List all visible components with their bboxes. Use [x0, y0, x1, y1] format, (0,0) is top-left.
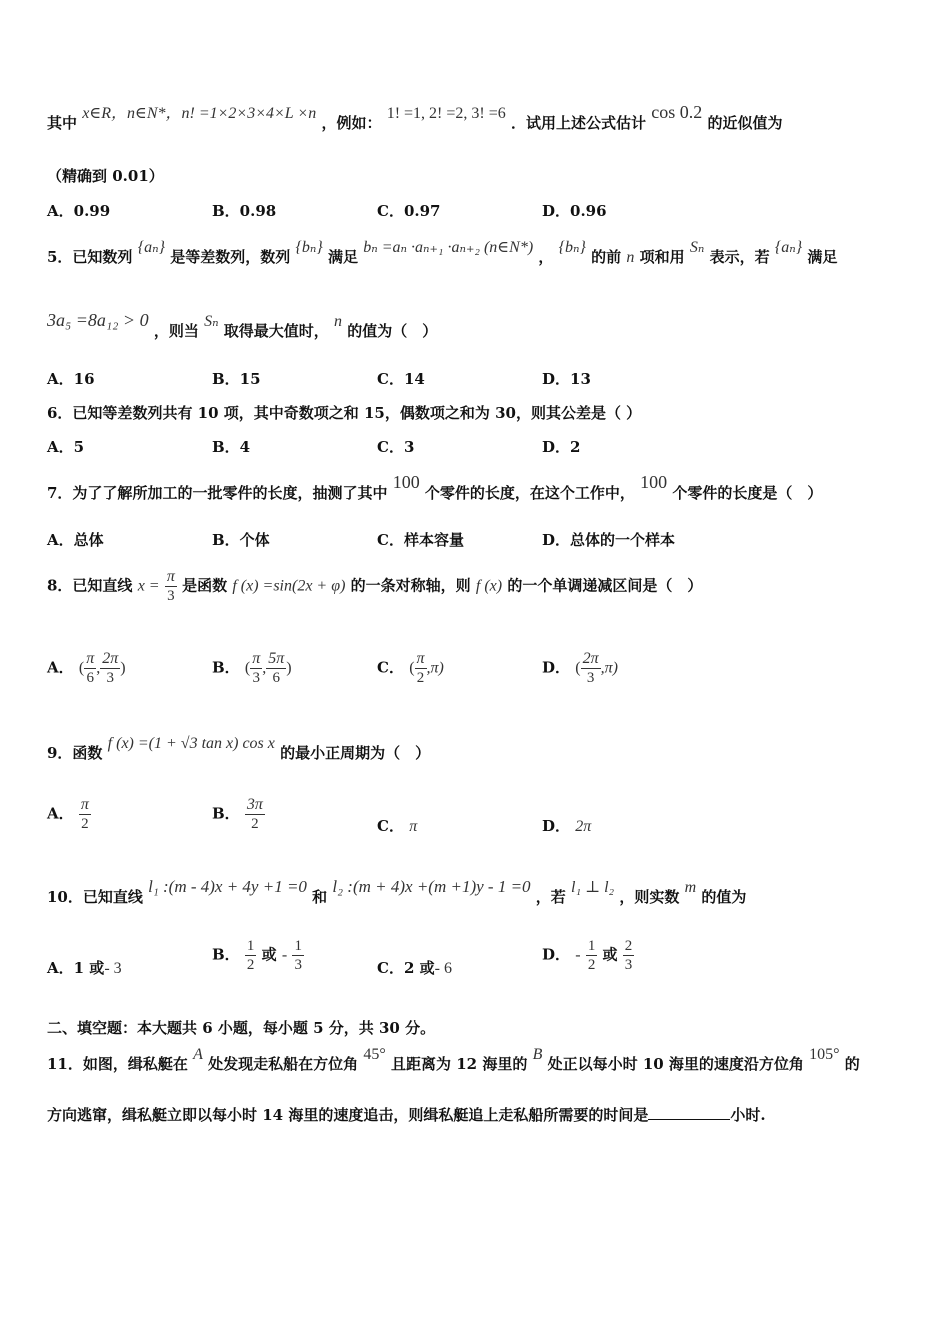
- q6-text: 6．已知等差数列共有 10 项，其中奇数项之和 15，偶数项之和为 30，则其公差是（ ）: [47, 404, 642, 422]
- q8-frac: [84, 650, 96, 687]
- q8-math: f (x): [475, 577, 503, 595]
- q8-frac: [266, 650, 286, 687]
- q5-math: bₙ =aₙ ·aₙ₊₁ ·aₙ₊₂ (n∈N*): [363, 239, 534, 256]
- frac-den: 3: [106, 670, 114, 686]
- q5-math: {bₙ}: [295, 239, 323, 256]
- q4-option-c: C．0.97: [377, 202, 441, 220]
- q5-text: ，: [538, 248, 554, 266]
- frac-num: 2π: [582, 650, 599, 667]
- q11-text: 且距离为 12 海里的: [391, 1055, 528, 1073]
- frac-den: 6: [86, 670, 94, 686]
- q5-line-1: [47, 239, 838, 267]
- q4-math: cos 0.2: [651, 102, 703, 122]
- q11-math: B: [532, 1046, 543, 1063]
- q10-math: m: [684, 879, 697, 896]
- q8-frac: [100, 650, 120, 687]
- q10-option-a: [47, 957, 122, 978]
- q7-text: 7．为了了解所加工的一批零件的长度，抽测了其中: [47, 484, 388, 502]
- q10-option-b: [212, 937, 304, 974]
- q8-text: 是函数: [182, 576, 228, 595]
- q5-option-b: B．15: [212, 370, 261, 388]
- q5-text: 5．已知数列: [47, 248, 133, 266]
- q8-paren: (: [244, 659, 251, 677]
- q8-paren: ): [286, 659, 292, 677]
- q7-option-a: A．总体: [47, 531, 104, 549]
- q11-text: 方向逃窜，缉私艇立即以每小时 14 海里的速度追击，则缉私艇追上走私船所需要的时间是: [47, 1106, 649, 1124]
- q9-option-d: [542, 815, 591, 836]
- q9-label-c: C．: [377, 817, 404, 835]
- q5-text: 是等差数列，数列: [170, 248, 291, 266]
- q4-line-1: [47, 102, 783, 133]
- q8-tail: ,π): [600, 659, 618, 677]
- frac-num: 1: [246, 938, 255, 954]
- q11-math: 105°: [809, 1046, 840, 1063]
- frac-num: π: [252, 650, 261, 667]
- q5-text: 取得最大值时，: [223, 322, 329, 340]
- q9-option-a: [47, 796, 91, 833]
- frac-den: 3: [624, 957, 633, 973]
- q4-math: 1! =1, 2! =2, 3! =6: [386, 105, 506, 122]
- q5-text: 的前: [591, 248, 622, 266]
- frac-den: 6: [272, 670, 281, 686]
- q8-option-d: [542, 650, 618, 687]
- q10-option-d: [542, 937, 634, 974]
- q9-label-b: B．: [212, 804, 240, 823]
- q5-option-a: A．16: [47, 370, 95, 388]
- q10-label-b: B．: [212, 945, 240, 964]
- q10-math: - 3: [104, 960, 122, 977]
- q5-math: n: [626, 249, 635, 266]
- q8-math: x =: [137, 577, 160, 595]
- q11-math: 45°: [363, 1046, 386, 1063]
- q11-text: 处正以每小时 10 海里的速度沿方位角: [547, 1055, 804, 1073]
- q5-option-c: C．14: [377, 370, 425, 388]
- q8-text: 的一个单调递减区间是（ ）: [507, 576, 703, 595]
- q9-option-b: [212, 796, 265, 833]
- q8-label-d: D．: [542, 658, 571, 677]
- q8-line-1: [47, 568, 702, 605]
- q11-text: 小时.: [730, 1106, 766, 1124]
- q8-comma: ,: [262, 659, 267, 677]
- q8-text: 8．已知直线: [47, 576, 133, 595]
- frac-num: π: [80, 796, 89, 813]
- frac-num: 1: [294, 938, 302, 954]
- q10-math: l₁ ⊥ l₂: [571, 879, 615, 896]
- q5-math: {aₙ}: [774, 239, 803, 256]
- q5-math: {aₙ}: [137, 239, 165, 256]
- q4-text: 其中: [47, 114, 78, 132]
- q10-text: 1 或: [73, 959, 105, 977]
- frac-num: 5π: [268, 650, 285, 667]
- q11-line-1: [47, 1046, 860, 1074]
- q5-math: n: [334, 313, 343, 330]
- q4-line-2: [47, 165, 164, 186]
- frac-num: π: [86, 650, 95, 667]
- q7-line-1: [47, 472, 823, 503]
- frac-den: 2: [416, 670, 425, 686]
- q8-label-a: A．: [47, 658, 74, 677]
- q5-math: Sₙ: [204, 313, 219, 330]
- q9-math: π: [409, 818, 418, 835]
- q6-option-b: B．4: [212, 438, 251, 456]
- q9-option-c: [377, 815, 417, 836]
- q7-text: 个零件的长度是（ ）: [672, 484, 823, 502]
- q8-frac: [250, 650, 262, 687]
- q10-text: 或: [261, 945, 277, 964]
- q8-tail: ,π): [426, 659, 444, 677]
- frac-den: 3: [586, 670, 595, 686]
- q8-comma: ,: [96, 659, 101, 677]
- q4-option-d: D．0.96: [542, 202, 607, 220]
- q7-option-c: C．样本容量: [377, 531, 464, 549]
- q4-text: ，例如：: [321, 114, 382, 132]
- q10-text: 2 或: [403, 959, 435, 977]
- q10-label-d: D．: [542, 945, 571, 964]
- q10-option-c: [377, 957, 452, 978]
- q11-text: 的: [844, 1055, 860, 1073]
- frac-den: 3: [294, 957, 302, 973]
- frac-den: 2: [246, 957, 255, 973]
- q10-sign: -: [281, 946, 288, 964]
- q8-paren: ): [120, 659, 126, 677]
- q10-frac: [623, 937, 635, 974]
- q10-text: 10．已知直线: [47, 888, 143, 906]
- q4-math: x∈R，n∈N*，n! =1×2×3×4×L ×n: [82, 105, 317, 122]
- q8-frac: [415, 650, 427, 687]
- q5-math: 3a₅ =8a₁₂ > 0: [47, 310, 149, 330]
- q10-text: 或: [602, 945, 618, 964]
- q10-text: ，则实数: [619, 888, 680, 906]
- q10-frac: [245, 937, 257, 974]
- q4-text: 的近似值为: [707, 114, 783, 132]
- frac-den: 2: [587, 957, 596, 973]
- q11-line-2: [47, 1104, 766, 1125]
- frac-den: 2: [81, 816, 89, 832]
- frac-num: 3π: [246, 796, 263, 813]
- q5-math: {bₙ}: [558, 239, 586, 256]
- q10-label-a: A．: [47, 959, 74, 977]
- q9-text: 的最小正周期为（ ）: [280, 744, 431, 762]
- q8-text: 的一条对称轴，则: [350, 576, 471, 595]
- q5-text: ，则当: [153, 322, 199, 340]
- frac-num: 2: [624, 938, 633, 954]
- q10-math: - 6: [434, 960, 452, 977]
- q10-text: 和: [312, 888, 328, 906]
- q8-paren: (: [575, 659, 581, 677]
- q8-label-b: B．: [212, 658, 240, 677]
- q5-text: 满足: [327, 248, 358, 266]
- q4-text: （精确到 0.01）: [47, 167, 164, 185]
- q7-text: 个零件的长度，在这个工作中，: [424, 484, 635, 502]
- q11-text: 11．如图，缉私艇在: [47, 1055, 188, 1073]
- q10-text: 的值为: [701, 888, 747, 906]
- q10-sign: -: [575, 946, 581, 964]
- answer-blank[interactable]: [648, 1105, 730, 1120]
- q5-line-2: [47, 310, 438, 341]
- q10-line-1: [47, 877, 747, 907]
- q9-frac: [245, 796, 265, 833]
- q7-math: 100: [392, 472, 420, 492]
- q10-label-c: C．: [377, 959, 404, 977]
- q8-frac: [581, 650, 601, 687]
- q5-text: 满足: [807, 248, 838, 266]
- q9-math: f (x) =(1 + √3 tan x) cos x: [107, 735, 275, 752]
- q4-text: ．试用上述公式估计: [511, 114, 647, 132]
- q7-option-b: B．个体: [212, 531, 270, 549]
- q11-math: A: [193, 1046, 203, 1063]
- q6-option-c: C．3: [377, 438, 415, 456]
- q5-text: 表示，若: [709, 248, 770, 266]
- q8-option-c: [377, 650, 444, 687]
- q5-text: 项和用: [639, 248, 685, 266]
- q9-line-1: [47, 735, 431, 763]
- q9-text: 9．函数: [47, 744, 103, 762]
- q8-paren: (: [409, 659, 415, 677]
- q10-frac: [586, 937, 598, 974]
- q5-option-d: D．13: [542, 370, 591, 388]
- q4-option-a: A．0.99: [47, 202, 111, 220]
- q10-math: l₁ :(m - 4)x + 4y +1 =0: [148, 877, 307, 896]
- q8-option-b: [212, 650, 292, 687]
- q8-label-c: C．: [377, 658, 404, 677]
- frac-num: 2π: [102, 650, 119, 667]
- frac-den: 2: [251, 816, 259, 832]
- q9-math: 2π: [575, 818, 592, 835]
- q5-math: Sₙ: [689, 239, 705, 256]
- q8-frac-den: 3: [167, 588, 175, 604]
- q8-math: f (x) =sin(2x + φ): [232, 577, 346, 595]
- frac-num: π: [416, 650, 425, 667]
- q8-paren: (: [78, 659, 85, 677]
- q10-frac: [292, 937, 304, 974]
- section-2-heading: 二、填空题：本大题共 6 小题，每小题 5 分，共 30 分。: [47, 1019, 436, 1037]
- q8-fraction: [165, 568, 177, 605]
- q8-frac-num: π: [166, 568, 175, 585]
- q7-option-d: D．总体的一个样本: [542, 531, 676, 549]
- frac-den: 3: [252, 670, 260, 686]
- q5-text: 的值为（ ）: [347, 322, 438, 340]
- q6-option-a: A．5: [47, 438, 85, 456]
- frac-num: 1: [587, 938, 596, 954]
- q9-label-d: D．: [542, 817, 571, 835]
- q4-option-b: B．0.98: [212, 202, 277, 220]
- q9-label-a: A．: [47, 804, 74, 823]
- q8-option-a: [47, 650, 126, 687]
- q6-option-d: D．2: [542, 438, 581, 456]
- q10-text: ，若: [535, 888, 566, 906]
- q11-text: 处发现走私船在方位角: [208, 1055, 359, 1073]
- q10-math: l₂ :(m + 4)x +(m +1)y - 1 =0: [332, 877, 531, 896]
- q7-math: 100: [640, 472, 668, 492]
- q9-frac: [79, 796, 91, 833]
